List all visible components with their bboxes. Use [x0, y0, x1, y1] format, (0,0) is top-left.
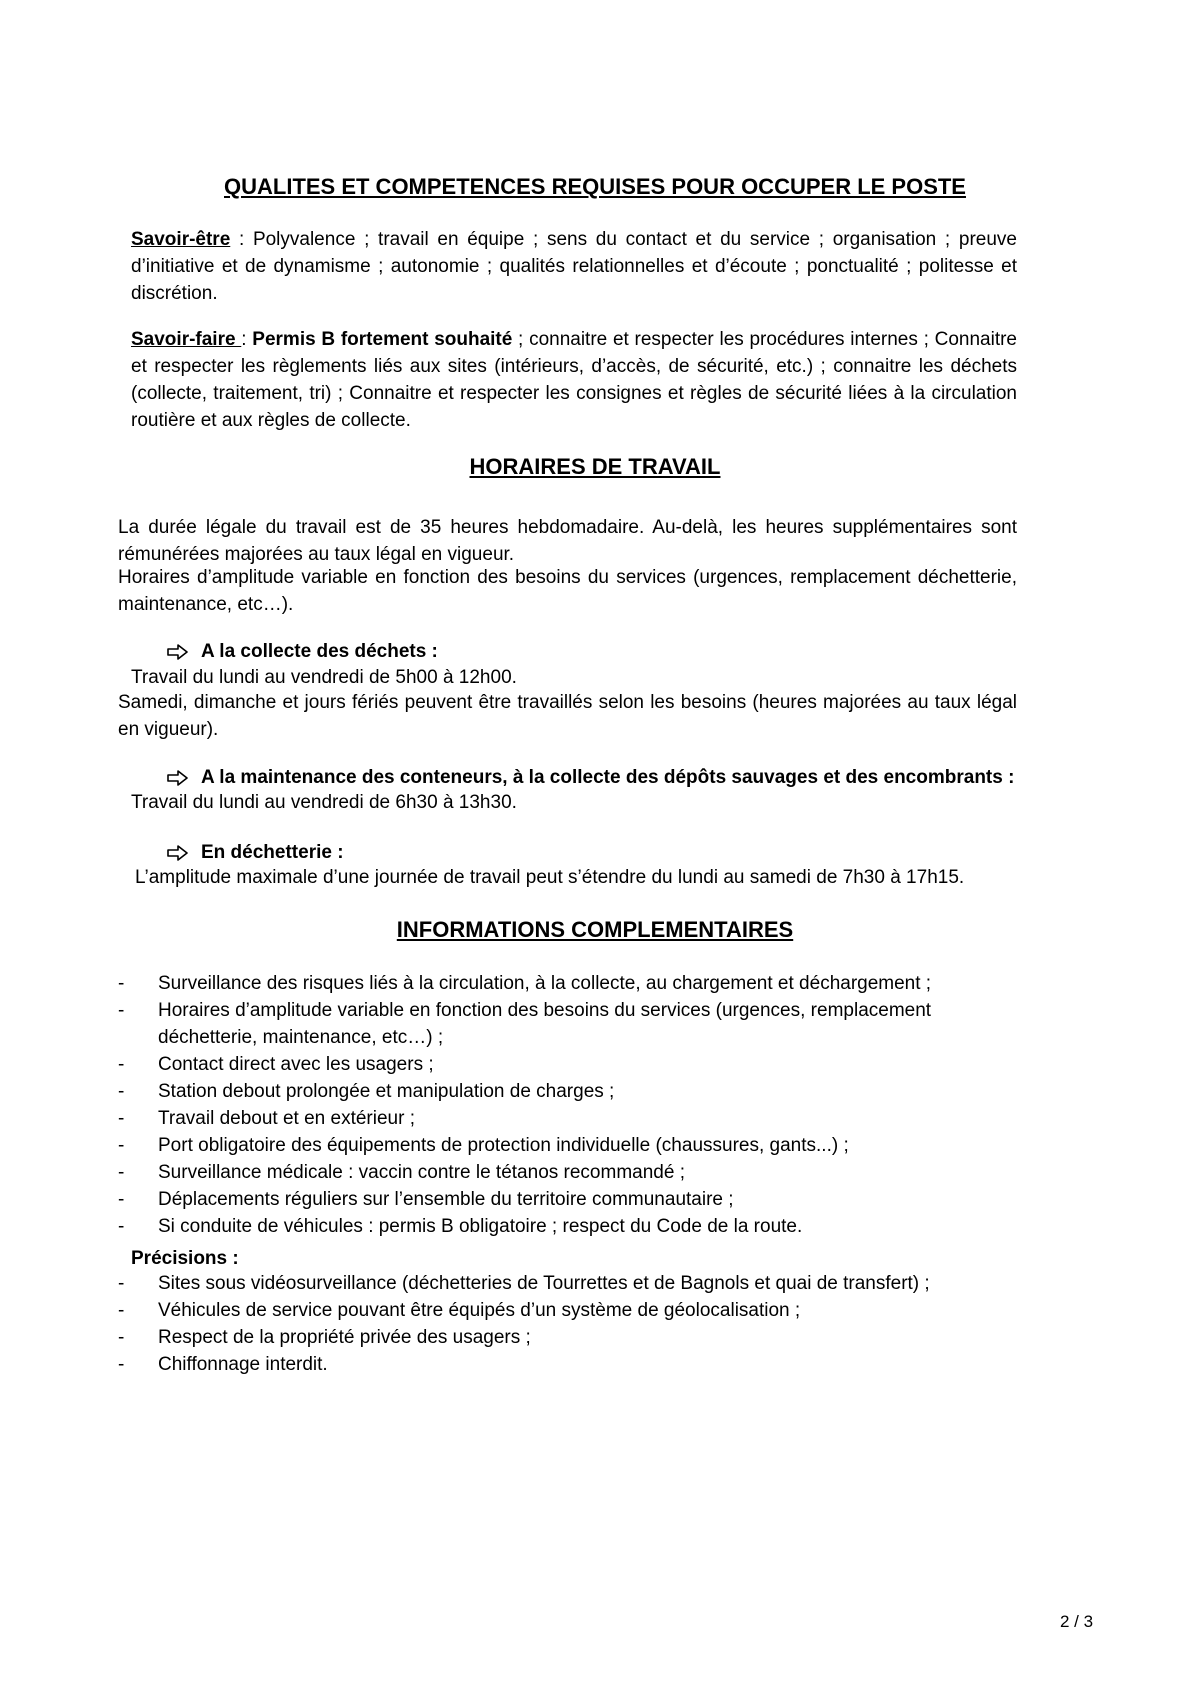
list-item: [118, 1186, 1017, 1213]
list-item-text: Contact direct avec les usagers ;: [158, 1054, 434, 1075]
list-item-text: Chiffonnage interdit.: [158, 1354, 328, 1375]
dash-bullet: -: [118, 1327, 125, 1348]
dash-bullet: -: [118, 1054, 125, 1075]
dash-bullet: -: [118, 1300, 125, 1321]
savoir-faire-label: Savoir-faire: [131, 329, 242, 350]
dash-bullet: -: [118, 1189, 125, 1210]
list-item-text: Surveillance médicale : vaccin contre le tétanos recommandé ;: [158, 1162, 685, 1183]
dash-bullet: -: [118, 1162, 125, 1183]
dash-bullet: -: [118, 973, 125, 994]
maintenance-hours: Travail du lundi au vendredi de 6h30 à 13h30.: [131, 792, 517, 813]
dash-bullet: -: [118, 1081, 125, 1102]
horaires-amplitude-paragraph: Horaires d’amplitude variable en fonction des besoins du services (urgences, remplacement déchetterie, maintenance, etc…).: [118, 567, 1017, 615]
savoir-faire-paragraph: Savoir-faire : Permis B fortement souhaité ; connaitre et respecter les procédures internes ; Connaitre et respecter les règlements liés aux sites (intérieurs, d’accès, de sécurité, etc.) ; connaitre les déchets (collecte, traitement, tri) ; Connaitre et respecter les consignes et règles de sécurité liées à la circulation routière et aux règles de collecte.: [131, 329, 1017, 431]
list-item: [118, 1270, 1017, 1297]
savoir-faire-highlight: Permis B fortement souhaité: [252, 329, 513, 350]
decheterie-heading: En déchetterie :: [167, 839, 344, 866]
list-item-text: Déplacements réguliers sur l’ensemble du territoire communautaire ;: [158, 1189, 734, 1210]
list-item-text: Port obligatoire des équipements de protection individuelle (chaussures, gants...) ;: [158, 1135, 849, 1156]
arrow-right-icon: [167, 845, 189, 861]
list-item-text: Travail debout et en extérieur ;: [158, 1108, 415, 1129]
dash-bullet: -: [118, 1354, 125, 1375]
arrow-right-icon: [167, 770, 189, 786]
list-item-text: Respect de la propriété privée des usagers ;: [158, 1327, 531, 1348]
dash-bullet: -: [118, 1135, 125, 1156]
list-item: [118, 1324, 1017, 1351]
list-item: [118, 1051, 1017, 1078]
savoir-faire-text: ; connaitre et respecter les procédures internes ; Connaitre et respecter les règlements liés aux sites (intérieurs, d’accès, de sécurité, etc.) ; connaitre les déchets (collecte, traitement, tri) ; Connaitre et respecter les consignes et règles de sécurité liées à la circulation routière et aux règles de collecte.: [131, 329, 1017, 431]
list-item: [118, 1213, 1017, 1240]
section-title-infos: INFORMATIONS COMPLEMENTAIRES: [396, 917, 794, 942]
dash-bullet: -: [118, 1273, 125, 1294]
collecte-heading: A la collecte des déchets :: [167, 638, 438, 665]
list-item-text: Surveillance des risques liés à la circulation, à la collecte, au chargement et déchargement ;: [158, 973, 932, 994]
collecte-hours: Travail du lundi au vendredi de 5h00 à 12h00.: [131, 667, 517, 688]
horaires-intro-paragraph: La durée légale du travail est de 35 heures hebdomadaire. Au-delà, les heures supplémentaires sont rémunérées majorées au taux légal en vigueur.: [118, 517, 1017, 565]
section-title-horaires: HORAIRES DE TRAVAIL: [469, 454, 721, 479]
list-item-text: Horaires d’amplitude variable en fonction des besoins du services (urgences, remplacement déchetterie, maintenance, etc…) ;: [158, 1000, 932, 1048]
decheterie-hours: L’amplitude maximale d’une journée de travail peut s’étendre du lundi au samedi de 7h30 à 17h15.: [135, 867, 965, 888]
list-item: [118, 1159, 1017, 1186]
list-item: [118, 1078, 1017, 1105]
list-item: [118, 970, 1017, 997]
precisions-label: Précisions :: [131, 1248, 239, 1269]
dash-bullet: -: [118, 1000, 125, 1021]
list-item: [118, 997, 1017, 1051]
dash-bullet: -: [118, 1216, 125, 1237]
section-title-qualites: QUALITES ET COMPETENCES REQUISES POUR OCCUPER LE POSTE: [224, 174, 966, 199]
list-item-text: Si conduite de véhicules : permis B obligatoire ; respect du Code de la route.: [158, 1216, 803, 1237]
arrow-right-icon: [167, 644, 189, 660]
savoir-etre-paragraph: Savoir-être : Polyvalence ; travail en équipe ; sens du contact et du service ; organisation ; preuve d’initiative et de dynamisme ; autonomie ; qualités relationnelles et d’écoute ; ponctualité ; politesse et discrétion.: [131, 229, 1017, 304]
page-number: 2 / 3: [1060, 1612, 1094, 1631]
list-item-text: Sites sous vidéosurveillance (déchetteries de Tourrettes et de Bagnols et quai de transfert) ;: [158, 1273, 930, 1294]
precisions-list: [118, 1270, 1017, 1378]
list-item: [118, 1132, 1017, 1159]
dash-bullet: -: [118, 1108, 125, 1129]
list-item: [118, 1297, 1017, 1324]
list-item: [118, 1351, 1017, 1378]
list-item-text: Véhicules de service pouvant être équipés d’un système de géolocalisation ;: [158, 1300, 801, 1321]
infos-list: [118, 970, 1017, 1240]
savoir-etre-text: Polyvalence ; travail en équipe ; sens du contact et du service ; organisation ; preuve d’initiative et de dynamisme ; autonomie ; qualités relationnelles et d’écoute ; ponctualité ; politesse et discrétion.: [131, 229, 1017, 304]
maintenance-heading: A la maintenance des conteneurs, à la collecte des dépôts sauvages et des encombrants :: [167, 764, 1014, 791]
list-item-text: Station debout prolongée et manipulation de charges ;: [158, 1081, 615, 1102]
collecte-weekend: Samedi, dimanche et jours fériés peuvent être travaillés selon les besoins (heures majorées au taux légal en vigueur).: [118, 692, 1017, 740]
savoir-etre-label: Savoir-être: [131, 229, 231, 250]
list-item: [118, 1105, 1017, 1132]
